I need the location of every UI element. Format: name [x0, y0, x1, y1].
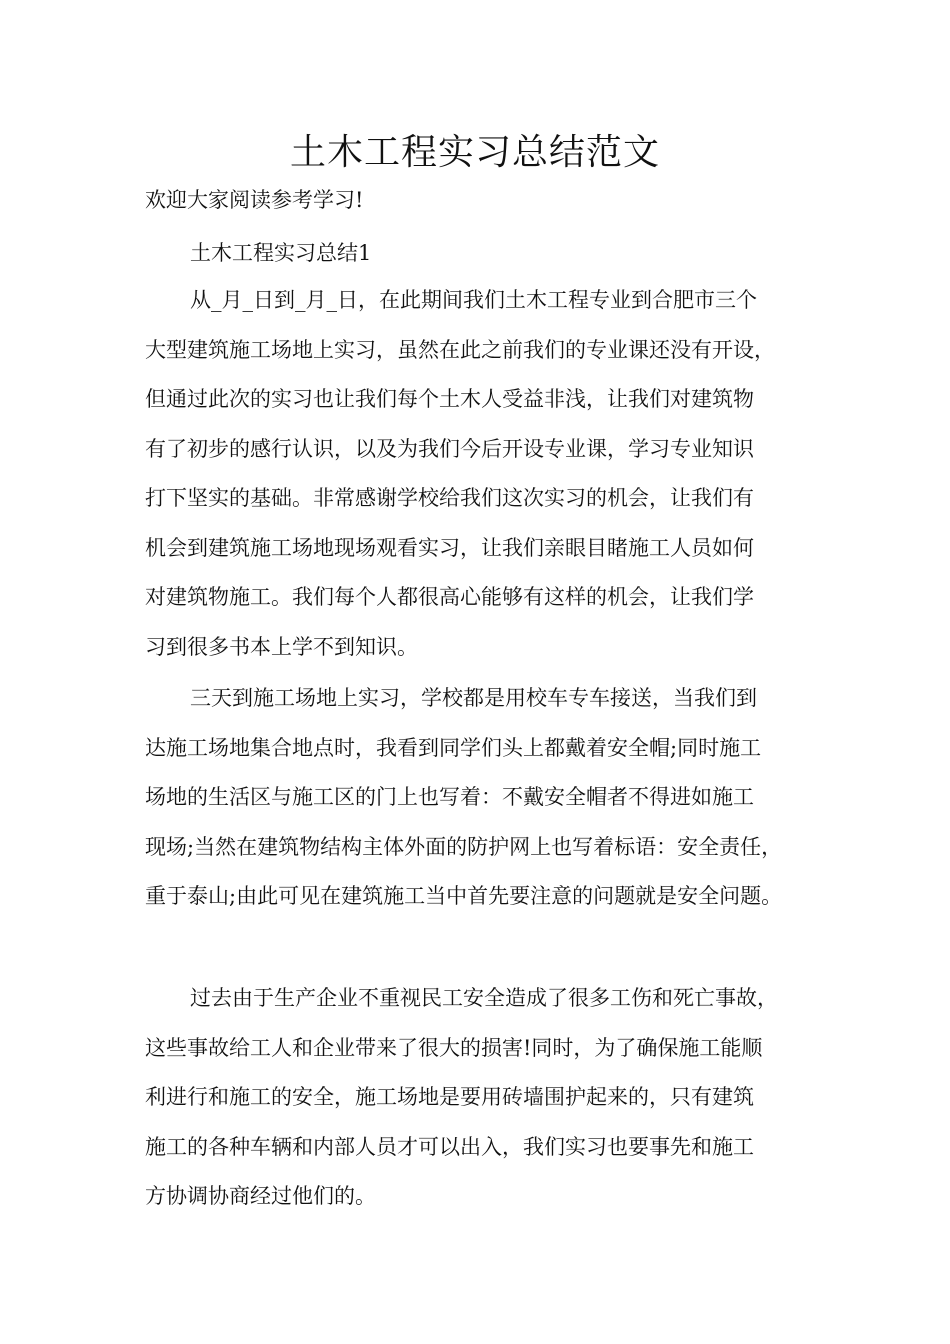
paragraph-line: 重于泰山;由此可见在建筑施工当中首先要注意的问题就是安全问题。 — [145, 884, 783, 908]
paragraph-2 — [145, 683, 845, 931]
paragraph-line: 施工的各种车辆和内部人员才可以出入，我们实习也要事先和施工 — [145, 1134, 754, 1159]
paragraph-line: 习到很多书本上学不到知识。 — [145, 634, 418, 659]
paragraph-line: 过去由于生产企业不重视民工安全造成了很多工伤和死亡事故， — [190, 986, 778, 1010]
paragraph-line: 方协调协商经过他们的。 — [145, 1184, 376, 1208]
paragraph-line: 大型建筑施工场地上实习，虽然在此之前我们的专业课还没有开设， — [145, 337, 775, 362]
paragraph-3 — [145, 983, 845, 1231]
paragraph-1 — [145, 285, 845, 681]
document-title: 土木工程实习总结范文 — [289, 132, 660, 173]
paragraph-line: 利进行和施工的安全，施工场地是要用砖墙围护起来的，只有建筑 — [145, 1085, 754, 1109]
paragraph-line: 三天到施工场地上实习，学校都是用校车专车接送，当我们到 — [190, 686, 757, 710]
paragraph-line: 达施工场地集合地点时，我看到同学们头上都戴着安全帽;同时施工 — [145, 735, 762, 760]
paragraph-line: 打下坚实的基础。非常感谢学校给我们这次实习的机会，让我们有 — [145, 486, 754, 510]
paragraph-line: 机会到建筑施工场地现场观看实习，让我们亲眼目睹施工人员如何 — [145, 535, 754, 560]
paragraph-line: 但通过此次的实习也让我们每个土木人受益非浅，让我们对建筑物 — [145, 387, 754, 411]
paragraph-line: 场地的生活区与施工区的门上也写着：不戴安全帽者不得进如施工 — [145, 785, 754, 809]
welcome-line: 欢迎大家阅读参考学习! — [145, 188, 364, 212]
paragraph-line: 有了初步的感行认识，以及为我们今后开设专业课，学习专业知识 — [145, 436, 754, 461]
paragraph-line: 现场;当然在建筑物结构主体外面的防护网上也写着标语：安全责任， — [145, 834, 783, 859]
paragraph-line: 这些事故给工人和企业带来了很大的损害!同时，为了确保施工能顺 — [145, 1035, 763, 1060]
section-heading: 土木工程实习总结1 — [190, 241, 372, 265]
paragraph-line: 对建筑物施工。我们每个人都很高心能够有这样的机会，让我们学 — [145, 585, 754, 609]
paragraph-line: 从_月_日到_月_日，在此期间我们土木工程专业到合肥市三个 — [190, 288, 757, 312]
